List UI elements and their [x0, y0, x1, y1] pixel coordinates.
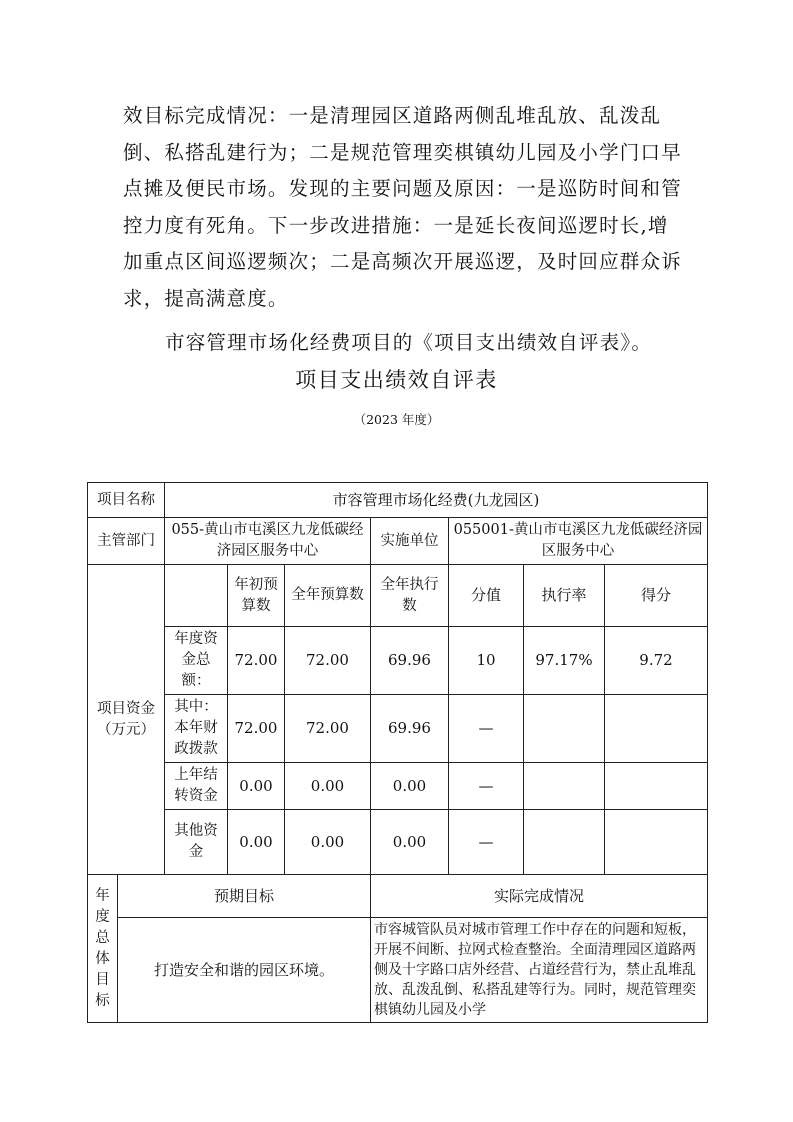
fund-executed: 69.96: [371, 627, 449, 695]
header-score-value: 分值: [449, 565, 524, 627]
implementer-value: 055001-黄山市屯溪区九龙低碳经济园区服务中心: [449, 518, 708, 565]
header-annual-budget: 全年预算数: [285, 565, 371, 627]
table-row: [88, 627, 708, 695]
header-score: 得分: [605, 565, 708, 627]
row-goal-content: [88, 918, 708, 1023]
fund-score: [605, 695, 708, 763]
row-goal-headers: [88, 875, 708, 918]
form-title: 项目支出绩效自评表: [295, 368, 498, 392]
fund-initial: 72.00: [228, 627, 285, 695]
fund-score: [605, 810, 708, 875]
form-intro-paragraph: 市容管理市场化经费项目的《项目支出绩效自评表》。: [165, 331, 653, 354]
fund-rate: [524, 695, 605, 763]
fund-initial: 0.00: [228, 810, 285, 875]
fund-rate: [524, 763, 605, 810]
expected-goal-text: 打造安全和谐的园区环境。: [118, 918, 371, 1023]
table-row: [88, 695, 708, 763]
funds-label: 项目资金（万元）: [88, 565, 165, 875]
supervisor-label: 主管部门: [88, 518, 165, 565]
fund-initial: 0.00: [228, 763, 285, 810]
evaluation-table: [87, 482, 708, 1023]
form-year: （2023 年度）: [353, 412, 440, 427]
fund-score-value: —: [449, 695, 524, 763]
fund-annual: 72.00: [285, 627, 371, 695]
fund-score-value: —: [449, 763, 524, 810]
fund-executed: 69.96: [371, 695, 449, 763]
fund-rate: 97.17%: [524, 627, 605, 695]
table-row: [88, 810, 708, 875]
fund-executed: 0.00: [371, 810, 449, 875]
project-name-label: 项目名称: [88, 483, 165, 518]
fund-annual: 0.00: [285, 763, 371, 810]
fund-executed: 0.00: [371, 763, 449, 810]
intro-paragraph: 效目标完成情况：一是清理园区道路两侧乱堆乱放、乱泼乱倒、私搭乱建行为；二是规范管理奕棋镇幼儿园及小学门口早点摊及便民市场。发现的主要问题及原因：一是巡防时间和管控力度有死角。下一步改进措施：一是延长夜间巡逻时长,增加重点区间巡逻频次；二是高频次开展巡逻，及时回应群众诉求，提高满意度。: [123, 104, 682, 310]
actual-text: 市容城管队员对城市管理工作中存在的问题和短板，开展不间断、拉网式检查整治。全面清理园区道路两侧及十字路口店外经营、占道经营行为，禁止乱堆乱放、乱泼乱倒、私搭乱建等行为。同时，规范管理奕棋镇幼儿园及小学: [371, 918, 708, 1023]
actual-header: 实际完成情况: [371, 875, 708, 918]
goal-label: 年度总体目标: [88, 875, 118, 1023]
fund-score: [605, 763, 708, 810]
fund-rate: [524, 810, 605, 875]
fund-score-value: 10: [449, 627, 524, 695]
supervisor-value: 055-黄山市屯溪区九龙低碳经济园区服务中心: [165, 518, 371, 565]
fund-row-label: 其他资金: [165, 810, 228, 875]
fund-score-value: —: [449, 810, 524, 875]
funds-header-blank: [165, 565, 228, 627]
row-fund-headers: [88, 565, 708, 627]
fund-row-label: 年度资金总额：: [165, 627, 228, 695]
fund-row-label: 其中：本年财政拨款: [165, 695, 228, 763]
header-execution-rate: 执行率: [524, 565, 605, 627]
header-annual-execution: 全年执行数: [371, 565, 449, 627]
row-departments: [88, 518, 708, 565]
fund-row-label: 上年结转资金: [165, 763, 228, 810]
header-initial-budget: 年初预算数: [228, 565, 285, 627]
fund-score: 9.72: [605, 627, 708, 695]
fund-annual: 0.00: [285, 810, 371, 875]
row-project-name: [88, 483, 708, 518]
table-row: [88, 763, 708, 810]
fund-initial: 72.00: [228, 695, 285, 763]
implementer-label: 实施单位: [371, 518, 449, 565]
project-name-value: 市容管理市场化经费(九龙园区): [165, 483, 708, 518]
fund-annual: 72.00: [285, 695, 371, 763]
expected-goal-header: 预期目标: [118, 875, 371, 918]
